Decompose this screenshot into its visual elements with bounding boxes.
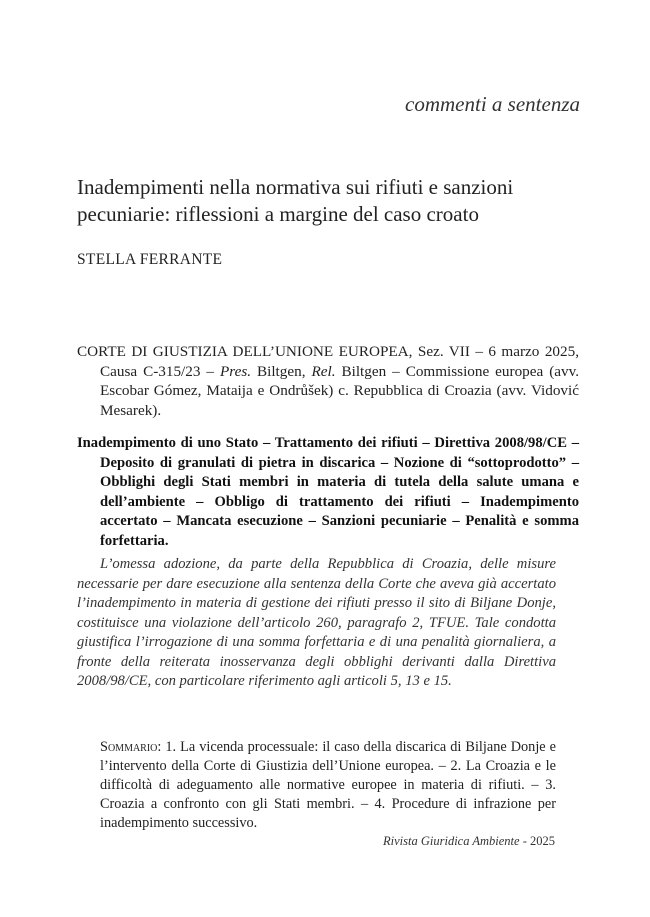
keywords-block: Inadempimento di uno Stato – Trattamento dei rifiuti – Direttiva 2008/98/CE – Deposito di granulati di pietra in discarica – Nozione di “sottoprodotto” – Obblighi degli Stati membri in materia di tutela della salute umana e dell’ambiente – Obbligo di trattamento dei rifiuti – Inadempimento accertato – Mancata esecuzione – Sanzioni pecuniarie – Penalità e somma forfettaria. xyxy=(77,435,579,549)
abstract: L’omessa adozione, da parte della Repubblica di Croazia, delle misure necessarie per dare esecuzione alla sentenza della Corte che aveva già accertato l’inadempimento in materia di gestione dei rifiuti presso il sito di Biljane Donje, costituisce una violazione dell’articolo 260, paragrafo 2, TFUE. Tale condotta giustifica l’irrogazione di una somma forfettaria e di una penalità giornaliera, a fronte della reiterata inosservanza degli obblighi derivanti dalla Direttiva 2008/98/CE, con particolare riferimento agli articoli 5, 13 e 15. xyxy=(77,556,556,689)
citation-court: CORTE DI GIUSTIZIA DELL’UNIONE EUROPEA, Sez. VII – 6 marzo 2025, Causa C-315/23 – xyxy=(77,343,579,380)
article-author: STELLA FERRANTE xyxy=(77,251,223,268)
page-footer xyxy=(383,834,555,849)
summary xyxy=(100,738,556,833)
journal-year: - 2025 xyxy=(519,834,555,848)
citation-rel-label: Rel. xyxy=(311,362,336,380)
summary-text: 1. La vicenda processuale: il caso della discarica di Biljane Donje e l’intervento della Corte di Giustizia dell’Unione europea. – 2. La Croazia e le difficoltà di adeguamento alle normative europee in materia di rifiuti. – 3. Croazia a confronto con gli Stati membri. – 4. Procedure di infrazione per inadempimento successivo. xyxy=(100,739,556,831)
citation-pres-label: Pres. xyxy=(219,362,252,380)
summary-label: Sommario: xyxy=(100,739,162,755)
journal-name: Rivista Giuridica Ambiente xyxy=(383,834,520,848)
article-title: Inadempimenti nella normativa sui rifiuti e sanzioni pecuniarie: riflessioni a margine del caso croato xyxy=(77,175,514,226)
section-label: commenti a sentenza xyxy=(405,92,580,116)
citation-rest: Biltgen – Commissione europea (avv. Escobar Gómez, Mataija e Ondrůšek) c. Repubblica di Croazia (avv. Vidović Mesarek). xyxy=(100,362,579,419)
case-citation xyxy=(77,342,579,420)
citation-pres-name: Biltgen, xyxy=(251,362,312,380)
